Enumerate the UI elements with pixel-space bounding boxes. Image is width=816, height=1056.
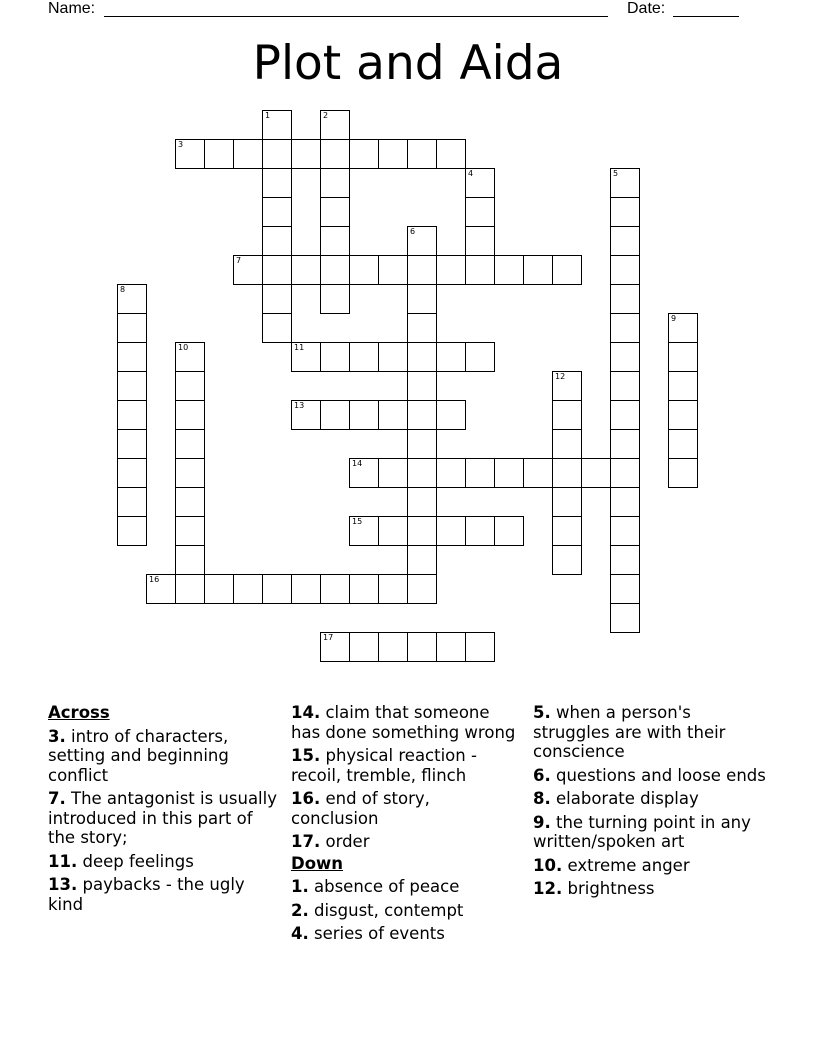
- grid-cell[interactable]: [378, 342, 408, 372]
- grid-cell[interactable]: [668, 371, 698, 401]
- grid-cell[interactable]: [320, 197, 350, 227]
- grid-cell[interactable]: [552, 516, 582, 546]
- grid-cell[interactable]: [233, 255, 263, 285]
- grid-cell[interactable]: [175, 400, 205, 430]
- grid-cell[interactable]: [465, 226, 495, 256]
- grid-cell[interactable]: [407, 429, 437, 459]
- grid-cell[interactable]: [465, 632, 495, 662]
- grid-cell[interactable]: [262, 226, 292, 256]
- grid-cell[interactable]: [552, 255, 582, 285]
- grid-cell[interactable]: [494, 255, 524, 285]
- grid-cell[interactable]: [668, 458, 698, 488]
- grid-cell[interactable]: [291, 400, 321, 430]
- clue-across-14: 14. claim that someone has done something wrong: [291, 703, 516, 742]
- grid-cell[interactable]: [349, 342, 379, 372]
- grid-cell[interactable]: [407, 458, 437, 488]
- grid-cell[interactable]: [610, 226, 640, 256]
- grid-cell[interactable]: [262, 313, 292, 343]
- grid-cell[interactable]: [320, 110, 350, 140]
- cell-number: 3: [178, 140, 184, 149]
- cell-number: 15: [352, 517, 363, 526]
- grid-cell[interactable]: [117, 284, 147, 314]
- clue-down-12: 12. brightness: [533, 879, 655, 898]
- cell-number: 8: [120, 285, 126, 294]
- grid-cell[interactable]: [610, 400, 640, 430]
- grid-cell[interactable]: [117, 458, 147, 488]
- clue-down-9: 9. the turning point in any written/spoken art: [533, 812, 751, 851]
- grid-cell[interactable]: [494, 516, 524, 546]
- grid-cell[interactable]: [233, 574, 263, 604]
- grid-cell[interactable]: [523, 255, 553, 285]
- page-title: Plot and Aida: [252, 36, 564, 91]
- grid-cell[interactable]: [175, 429, 205, 459]
- cell-number: 6: [410, 227, 416, 236]
- grid-cell[interactable]: [465, 516, 495, 546]
- grid-cell[interactable]: [436, 458, 466, 488]
- grid-cell[interactable]: [320, 574, 350, 604]
- clue-across-3: 3. intro of characters, setting and beginning conflict: [48, 726, 229, 785]
- clues-column-3: [533, 703, 769, 903]
- cell-number: 13: [294, 401, 305, 410]
- grid-cell[interactable]: [349, 516, 379, 546]
- down-heading: Down: [291, 853, 344, 873]
- grid-cell[interactable]: [407, 632, 437, 662]
- grid-cell[interactable]: [117, 429, 147, 459]
- grid-cell[interactable]: [262, 284, 292, 314]
- grid-cell[interactable]: [175, 487, 205, 517]
- clue-across-16: 16. end of story, conclusion: [291, 789, 430, 828]
- grid-cell[interactable]: [610, 458, 640, 488]
- grid-cell[interactable]: [610, 574, 640, 604]
- grid-cell[interactable]: [291, 342, 321, 372]
- grid-cell[interactable]: [610, 168, 640, 198]
- grid-cell[interactable]: [204, 139, 234, 169]
- grid-cell[interactable]: [581, 458, 611, 488]
- grid-cell[interactable]: [610, 371, 640, 401]
- grid-cell[interactable]: [175, 545, 205, 575]
- grid-cell[interactable]: [407, 226, 437, 256]
- grid-cell[interactable]: [407, 371, 437, 401]
- clue-down-10: 10. extreme anger: [533, 855, 690, 875]
- grid-cell[interactable]: [668, 313, 698, 343]
- clue-across-11: 11. deep feelings: [48, 851, 194, 871]
- grid-cell[interactable]: [291, 255, 321, 285]
- grid-cell[interactable]: [436, 342, 466, 372]
- grid-cell[interactable]: [262, 574, 292, 604]
- clue-down-6: 6. questions and loose ends: [533, 765, 766, 785]
- grid-cell[interactable]: [465, 342, 495, 372]
- grid-cell[interactable]: [320, 226, 350, 256]
- grid-cell[interactable]: [610, 516, 640, 546]
- grid-cell[interactable]: [320, 632, 350, 662]
- cell-number: 4: [468, 169, 474, 178]
- cell-number: 7: [236, 256, 242, 265]
- grid-cell[interactable]: [436, 255, 466, 285]
- cell-number: 11: [294, 343, 305, 352]
- grid-cell[interactable]: [262, 168, 292, 198]
- grid-cell[interactable]: [291, 574, 321, 604]
- clue-down-5: 5. when a person's struggles are with their conscience: [533, 703, 726, 761]
- grid-cell[interactable]: [349, 139, 379, 169]
- grid-cell[interactable]: [610, 603, 640, 633]
- grid-cell[interactable]: [407, 400, 437, 430]
- clue-down-4: 4. series of events: [291, 924, 445, 943]
- grid-cell[interactable]: [552, 458, 582, 488]
- clue-across-13: 13. paybacks - the ugly kind: [48, 875, 245, 914]
- grid-cell[interactable]: [175, 458, 205, 488]
- grid-cell[interactable]: [465, 168, 495, 198]
- grid-cell[interactable]: [320, 255, 350, 285]
- grid-cell[interactable]: [117, 400, 147, 430]
- grid-cell[interactable]: [146, 574, 176, 604]
- cell-number: 1: [265, 111, 271, 120]
- grid-cell[interactable]: [175, 342, 205, 372]
- grid-cell[interactable]: [668, 429, 698, 459]
- grid-cell[interactable]: [262, 255, 292, 285]
- grid-cell[interactable]: [378, 458, 408, 488]
- grid-cell[interactable]: [204, 574, 234, 604]
- grid-cell[interactable]: [552, 545, 582, 575]
- grid-cell[interactable]: [494, 458, 524, 488]
- grid-cell[interactable]: [175, 139, 205, 169]
- grid-cell[interactable]: [349, 458, 379, 488]
- grid-cell[interactable]: [552, 487, 582, 517]
- cell-number: 12: [555, 372, 566, 381]
- grid-cell[interactable]: [552, 429, 582, 459]
- grid-cell[interactable]: [407, 313, 437, 343]
- grid-cell[interactable]: [610, 545, 640, 575]
- cell-number: 5: [613, 169, 619, 178]
- cell-number: 14: [352, 459, 363, 468]
- grid-cell[interactable]: [320, 400, 350, 430]
- clue-across-15: 15. physical reaction - recoil, tremble, flinch: [291, 746, 477, 785]
- grid-cell[interactable]: [610, 342, 640, 372]
- grid-cell[interactable]: [610, 197, 640, 227]
- grid-cell[interactable]: [117, 516, 147, 546]
- grid-cell[interactable]: [407, 574, 437, 604]
- grid-cell[interactable]: [262, 197, 292, 227]
- grid-cell[interactable]: [117, 487, 147, 517]
- grid-cell[interactable]: [407, 139, 437, 169]
- cell-number: 16: [149, 575, 160, 584]
- grid-cell[interactable]: [552, 371, 582, 401]
- grid-cell[interactable]: [552, 400, 582, 430]
- grid-cell[interactable]: [175, 371, 205, 401]
- grid-cell[interactable]: [436, 516, 466, 546]
- grid-cell[interactable]: [320, 139, 350, 169]
- grid-cell[interactable]: [407, 516, 437, 546]
- grid-cell[interactable]: [610, 255, 640, 285]
- grid-cell[interactable]: [320, 168, 350, 198]
- grid-cell[interactable]: [117, 313, 147, 343]
- grid-cell[interactable]: [349, 400, 379, 430]
- grid-cell[interactable]: [175, 516, 205, 546]
- clue-across-7: 7. The antagonist is usually introduced in this part of the story;: [48, 789, 277, 847]
- grid-cell[interactable]: [320, 342, 350, 372]
- date-label: Date:: [627, 0, 666, 17]
- grid-cell[interactable]: [610, 284, 640, 314]
- grid-cell[interactable]: [407, 487, 437, 517]
- grid-cell[interactable]: [349, 255, 379, 285]
- grid-cell[interactable]: [465, 255, 495, 285]
- grid-cell[interactable]: [407, 545, 437, 575]
- grid-cell[interactable]: [233, 139, 263, 169]
- clues-column-2: [291, 703, 521, 948]
- grid-cell[interactable]: [523, 458, 553, 488]
- grid-cell[interactable]: [117, 342, 147, 372]
- grid-cell[interactable]: [378, 574, 408, 604]
- grid-cell[interactable]: [117, 371, 147, 401]
- grid-cell[interactable]: [378, 255, 408, 285]
- grid-cell[interactable]: [436, 632, 466, 662]
- grid-cell[interactable]: [262, 110, 292, 140]
- grid-cell[interactable]: [349, 574, 379, 604]
- grid-cell[interactable]: [436, 400, 466, 430]
- grid-cell[interactable]: [378, 139, 408, 169]
- grid-cell[interactable]: [610, 429, 640, 459]
- grid-cell[interactable]: [407, 284, 437, 314]
- grid-cell[interactable]: [436, 139, 466, 169]
- clues-column-1: [48, 703, 280, 918]
- grid-cell[interactable]: [291, 139, 321, 169]
- grid-cell[interactable]: [262, 139, 292, 169]
- grid-cell[interactable]: [465, 197, 495, 227]
- across-heading: Across: [48, 703, 110, 722]
- grid-cell[interactable]: [610, 487, 640, 517]
- grid-cell[interactable]: [407, 255, 437, 285]
- clue-down-2: 2. disgust, contempt: [291, 900, 464, 920]
- grid-cell[interactable]: [349, 632, 379, 662]
- grid-cell[interactable]: [320, 284, 350, 314]
- clue-down-8: 8. elaborate display: [533, 789, 699, 808]
- cell-number: 17: [323, 633, 334, 642]
- cell-number: 10: [178, 343, 189, 352]
- grid-cell[interactable]: [175, 574, 205, 604]
- grid-cell[interactable]: [378, 632, 408, 662]
- grid-cell[interactable]: [668, 400, 698, 430]
- grid-cell[interactable]: [610, 313, 640, 343]
- cell-number: 2: [323, 111, 329, 120]
- name-label: Name:: [48, 0, 96, 17]
- grid-cell[interactable]: [378, 516, 408, 546]
- grid-cell[interactable]: [378, 400, 408, 430]
- clue-across-17: 17. order: [291, 832, 370, 851]
- grid-cell[interactable]: [465, 458, 495, 488]
- cell-number: 9: [671, 314, 677, 323]
- grid-cell[interactable]: [407, 342, 437, 372]
- grid-cell[interactable]: [668, 342, 698, 372]
- clue-down-1: 1. absence of peace: [291, 877, 460, 896]
